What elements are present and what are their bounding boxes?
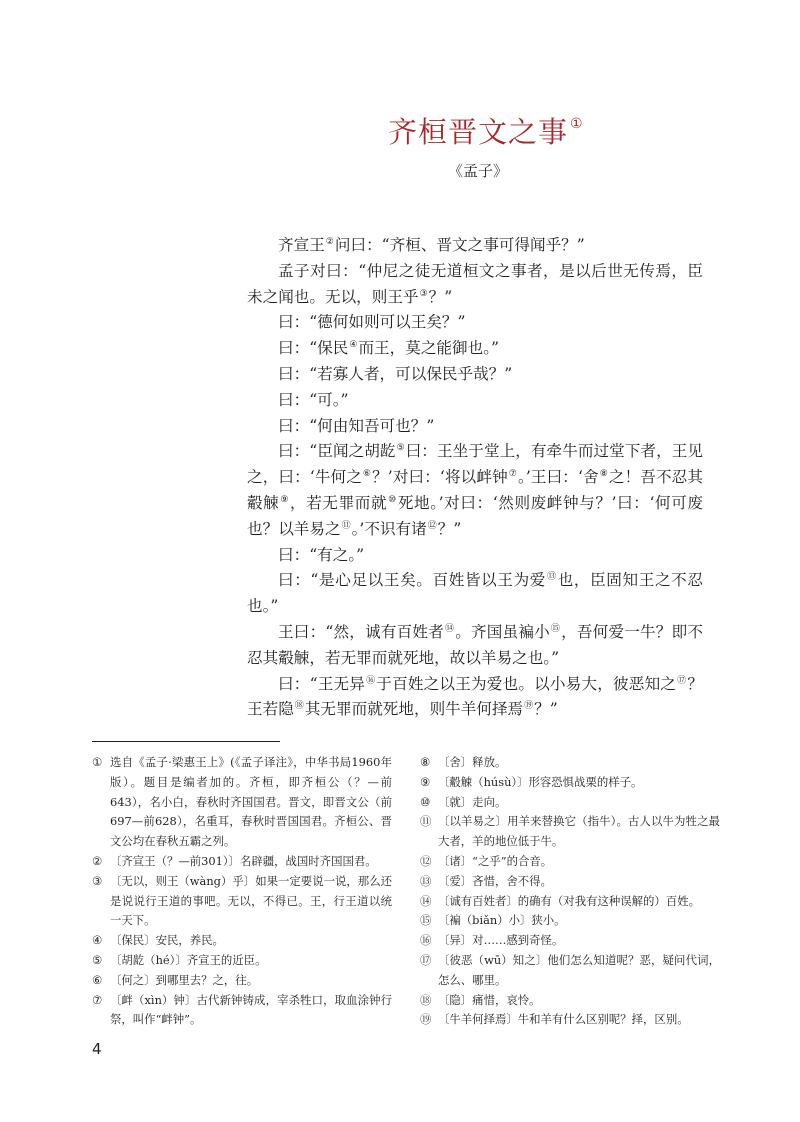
body-paragraph (247, 414, 703, 440)
body-paragraph (247, 439, 703, 542)
footnote-item (420, 852, 720, 872)
footnote-text: 〔异〕对……感到奇怪。 (438, 933, 564, 948)
text-segment: 其无罪而就死地，则牛羊何择焉 (304, 700, 524, 719)
footnote-number: ① (92, 755, 103, 769)
footnote-marker: ⑮ (550, 623, 561, 634)
text-segment: 曰：“保民 (278, 339, 349, 358)
text-segment: 曰：“若寡人者，可以保民乎哉？” (278, 364, 513, 383)
text-segment: 曰：“王无异 (278, 674, 366, 693)
footnote-number: ② (92, 853, 103, 868)
footnote-text: 〔牛羊何择焉〕牛和羊有什么区别呢？择，区别。 (438, 1012, 689, 1027)
text-segment: 曰：“臣闻之胡龁 (278, 442, 396, 461)
text-segment: 曰：“是心足以王矣。百姓皆以王为爱 (278, 571, 547, 590)
text-segment: 于百姓之以王为爱也。以小易大，彼恶知之 (376, 674, 677, 693)
author-line: 《孟子》 (448, 162, 509, 180)
text-segment: 孟子对曰：“仲尼之徒无道桓文之事者，是以后世无传焉，臣未之闻也。无以，则王乎 (247, 261, 703, 306)
body-paragraph (247, 362, 703, 388)
footnote-marker: ⑯ (366, 675, 376, 686)
footnote-text: 〔爱〕吝惜，舍不得。 (438, 873, 552, 888)
body-paragraph (247, 543, 703, 569)
footnote-number: ③ (92, 873, 103, 888)
footnote-marker: ⑥ (362, 469, 372, 480)
footnote-marker: ⑭ (445, 623, 455, 634)
text-segment: 齐宣王 (278, 236, 325, 254)
footnote-marker: ② (325, 237, 334, 247)
text-segment: 曰：“德何如则可以王矣？” (278, 313, 466, 332)
title-text: 齐桓晋文之事 (388, 115, 569, 149)
text-segment: ？” (534, 700, 558, 719)
footnote-marker: ⑫ (427, 520, 437, 531)
text-segment: 王曰：“然，诚有百姓者 (278, 622, 444, 641)
footnote-marker: ⑪ (341, 520, 351, 531)
footnote-item (420, 812, 720, 852)
footnote-text: 选自《孟子·梁惠王上》(《孟子译注》，中华书局1960年版）。题目是编者加的。齐桓，即齐桓公（？—前643），名小白，春秋时齐国国君。晋文，即晋文公（前697—前628），名重耳，春秋时晋国国君。齐桓公、晋文公均在春秋五霸之列。 (110, 755, 392, 849)
text-segment: ？’对曰：‘将以衅钟 (372, 468, 508, 487)
footnote-text: 〔褊（biǎn）小〕狭小。 (438, 913, 566, 928)
footnote-text: 〔齐宣王（？—前301）〕名辟疆，战国时齐国国君。 (110, 853, 377, 868)
footnote-number: ⑭ (420, 893, 432, 908)
footnote-marker: ⑬ (547, 572, 557, 583)
footnote-text: 〔彼恶（wū）知之〕他们怎么知道呢？恶，疑问代词，怎么、哪里。 (438, 952, 720, 987)
footnote-item (420, 1010, 720, 1030)
footnotes-left-column (92, 753, 392, 1030)
footnote-number: ⑱ (420, 992, 432, 1007)
title-footnote-marker: ① (570, 116, 584, 132)
footnote-number: ⑩ (420, 794, 431, 809)
footnote-number: ⑫ (420, 853, 432, 868)
footnote-number: ⑬ (420, 873, 432, 888)
footnote-item (420, 911, 720, 931)
footnote-item (92, 872, 392, 931)
footnote-item (92, 951, 392, 971)
body-paragraph (247, 259, 703, 311)
text-segment: ？” (437, 519, 462, 538)
text-segment: ，吾何爱一牛？即不忍其觳觫，若无罪而就死地，故以羊易之也。” (247, 622, 703, 667)
page-number: 4 (92, 1040, 102, 1058)
text-segment: 曰：“何由知吾可也？” (278, 416, 435, 435)
text-segment: 也，臣固知王之不忍也。” (247, 571, 703, 616)
text-segment: ，若无罪而就 (290, 493, 388, 512)
text-segment: 。’不识有诸 (351, 519, 427, 538)
footnote-marker: ④ (349, 340, 358, 351)
footnote-number: ⑰ (420, 952, 432, 967)
text-segment: 曰：“可。” (278, 390, 349, 409)
footnote-marker: ⑨ (280, 494, 290, 505)
footnote-text: 〔诸〕“之乎”的合音。 (438, 853, 553, 868)
footnote-marker: ⑰ (677, 675, 687, 686)
footnote-number: ⑥ (92, 972, 103, 987)
footnote-item (420, 773, 720, 793)
body-paragraph (247, 310, 703, 336)
body-paragraph (247, 672, 703, 724)
footnote-marker: ⑤ (396, 443, 405, 454)
footnote-text: 〔舍〕释放。 (438, 755, 507, 769)
body-paragraph (247, 568, 703, 620)
footnote-item (420, 931, 720, 951)
footnote-item (92, 991, 392, 1031)
footnote-number: ⑨ (420, 774, 431, 789)
body-paragraph (247, 233, 703, 259)
footnote-item (92, 971, 392, 991)
footnote-item (420, 753, 720, 773)
body-paragraph (247, 388, 703, 414)
footnote-text: 〔就〕走向。 (438, 794, 507, 809)
footnote-number: ⑲ (420, 1012, 432, 1027)
text-segment: ？” (428, 287, 453, 306)
footnote-item (420, 892, 720, 912)
footnote-marker: ⑦ (508, 469, 517, 480)
body-paragraph (247, 620, 703, 672)
footnote-item (420, 951, 720, 991)
text-segment: 之！吾不忍其觳觫 (247, 468, 703, 512)
text-segment: 。齐国虽褊小 (455, 622, 550, 641)
footnote-number: ④ (92, 933, 103, 948)
footnote-text: 〔隐〕痛惜，哀怜。 (438, 992, 541, 1007)
footnote-marker: ③ (419, 288, 428, 299)
text-segment: 问曰：“齐桓、晋文之事可得闻乎？” (334, 236, 585, 254)
page-title (388, 110, 584, 151)
footnote-number: ⑧ (420, 755, 431, 769)
text-segment: 而王，莫之能御也。” (358, 339, 499, 358)
footnote-text: 〔何之〕到哪里去？之，往。 (110, 972, 259, 987)
footnote-text: 〔衅（xìn）钟〕古代新钟铸成，宰杀牲口，取血涂钟行祭，叫作“衅钟”。 (110, 992, 392, 1027)
footnote-text: 〔无以，则王（wàng）乎〕如果一定要说一说，那么还是说说行王道的事吧。无以，不得已。王，行王道以统一天下。 (110, 873, 392, 928)
text-segment: 曰：“有之。” (278, 545, 365, 564)
footnote-item (420, 991, 720, 1011)
footnote-item (92, 852, 392, 872)
footnote-number: ⑮ (420, 913, 432, 928)
footnote-text: 〔保民〕安民，养民。 (110, 933, 224, 948)
footnote-marker: ⑧ (599, 469, 608, 480)
text-segment: ？王若隐 (247, 674, 703, 719)
footnote-text: 〔胡龁（hé）〕齐宣王的近臣。 (110, 952, 267, 967)
footnote-number: ⑤ (92, 952, 103, 967)
main-text (247, 233, 703, 723)
text-segment: 。’王曰：‘舍 (517, 468, 599, 487)
footnote-text: 〔以羊易之〕用羊来替换它（指牛）。古人以牛为牲之最大者，羊的地位低于牛。 (438, 814, 720, 849)
footnote-number: ⑦ (92, 992, 103, 1007)
footnote-divider (92, 741, 280, 742)
footnote-item (420, 872, 720, 892)
text-segment: 死地。’对曰：‘然则废衅钟与？’曰：‘何可废也？以羊易之 (247, 493, 703, 538)
footnote-marker: ⑲ (524, 701, 534, 712)
footnote-text: 〔觳觫（húsù）〕形容恐惧战栗的样子。 (438, 774, 643, 789)
footnotes-right-column (420, 753, 720, 1030)
footnote-number: ⑪ (420, 814, 432, 829)
footnote-marker: ⑩ (388, 494, 397, 505)
text-segment: 曰：王坐于堂上，有牵牛而过堂下者，王见之，曰：‘牛何之 (247, 442, 703, 487)
footnote-text: 〔诚有百姓者〕的确有（对我有这种误解的）百姓。 (438, 893, 700, 908)
footnote-item (92, 931, 392, 951)
footnote-number: ⑯ (420, 933, 432, 948)
footnote-marker: ⑱ (294, 701, 304, 712)
body-paragraph (247, 336, 703, 362)
footnote-item (92, 753, 392, 852)
footnote-item (420, 793, 720, 813)
